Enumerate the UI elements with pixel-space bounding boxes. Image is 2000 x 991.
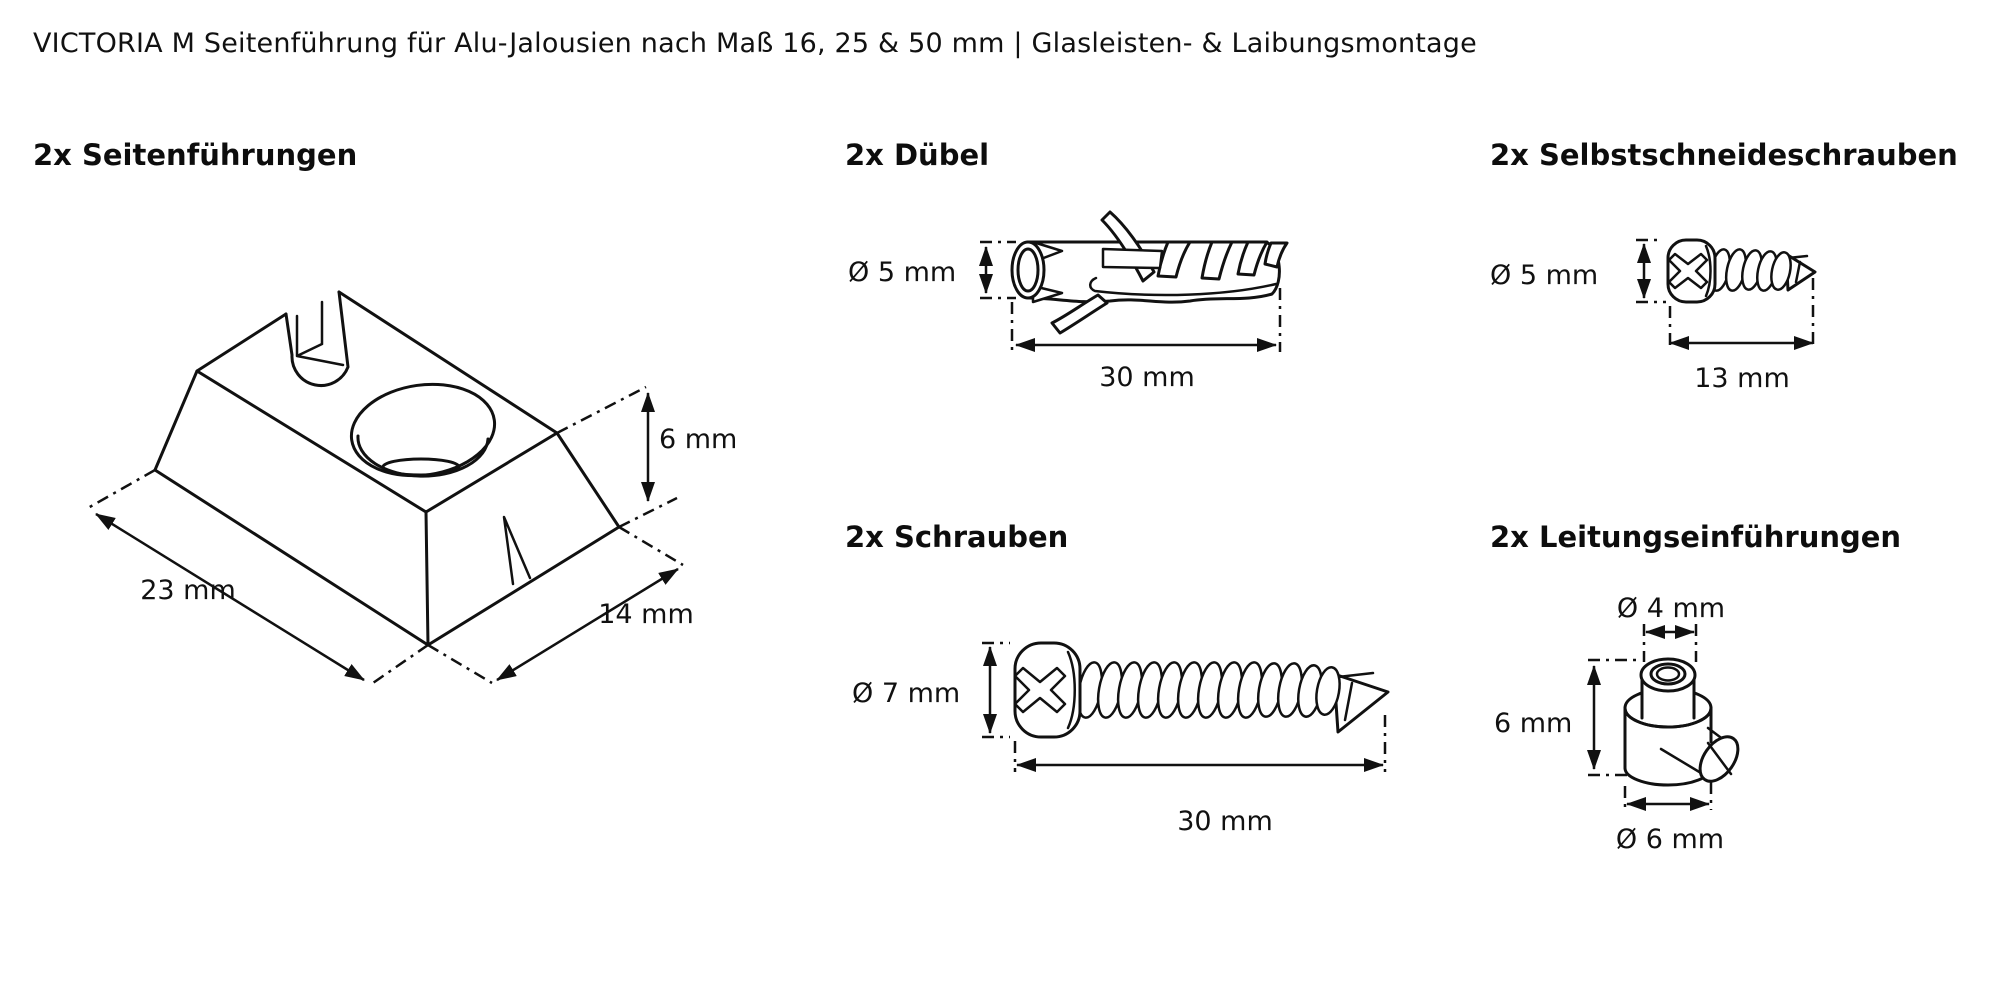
leitungseinfuehrung-illustration xyxy=(1480,560,2000,900)
heading-duebel: 2x Dübel xyxy=(845,138,990,172)
heading-leitungseinfuehrungen: 2x Leitungseinführungen xyxy=(1490,520,1902,554)
inner-edge xyxy=(1090,278,1276,295)
seitenfuehrung-illustration xyxy=(40,195,790,695)
spiral-fin xyxy=(1265,243,1287,267)
dim-label-height: 6 mm xyxy=(659,424,738,455)
dim-label-top-diameter: Ø 4 mm xyxy=(1616,593,1726,624)
dim-label-length: 13 mm xyxy=(1694,363,1790,394)
dim-label-diameter: Ø 7 mm xyxy=(852,678,961,709)
dim-label-length: 30 mm xyxy=(1177,806,1273,837)
dim-label-height: 6 mm xyxy=(1494,708,1573,739)
flare-wing xyxy=(1102,212,1154,281)
drill-tip xyxy=(1334,674,1388,732)
top-hole xyxy=(345,375,500,484)
schraube-illustration xyxy=(840,580,1460,880)
dim-label-diameter: Ø 5 mm xyxy=(1490,260,1599,291)
spiral-fin xyxy=(1158,242,1190,277)
duebel-illustration xyxy=(840,190,1350,440)
page-title: VICTORIA M Seitenführung für Alu-Jalousien nach Maß 16, 25 & 50 mm | Glasleisten- & Laibungsmontage xyxy=(33,28,1477,59)
heading-schrauben: 2x Schrauben xyxy=(845,520,1069,554)
leitung-outline xyxy=(1625,659,1746,788)
spiral-fin xyxy=(1238,242,1267,275)
heading-seitenfuehrungen: 2x Seitenführungen xyxy=(33,138,358,172)
heading-selbstschneideschrauben: 2x Selbstschneideschrauben xyxy=(1490,138,1958,172)
dim-label-diameter: Ø 5 mm xyxy=(848,257,957,288)
front-notch xyxy=(504,517,530,584)
anti-rotation-tab xyxy=(1103,249,1162,268)
dim-label-length: 30 mm xyxy=(1099,362,1195,393)
duebel-outline xyxy=(1012,212,1287,333)
dim-label-depth: 14 mm xyxy=(598,599,694,630)
spiral-fin xyxy=(1202,242,1232,279)
slot-step xyxy=(297,302,343,365)
dim-label-bottom-diameter: Ø 6 mm xyxy=(1615,824,1725,855)
schraube-outline xyxy=(1668,240,1815,302)
selbstschneideschraube-illustration xyxy=(1470,190,2000,440)
slot xyxy=(286,292,348,386)
end-hole xyxy=(1018,249,1038,291)
dim-label-width: 23 mm xyxy=(140,575,236,606)
schraube-outline xyxy=(1015,643,1388,737)
